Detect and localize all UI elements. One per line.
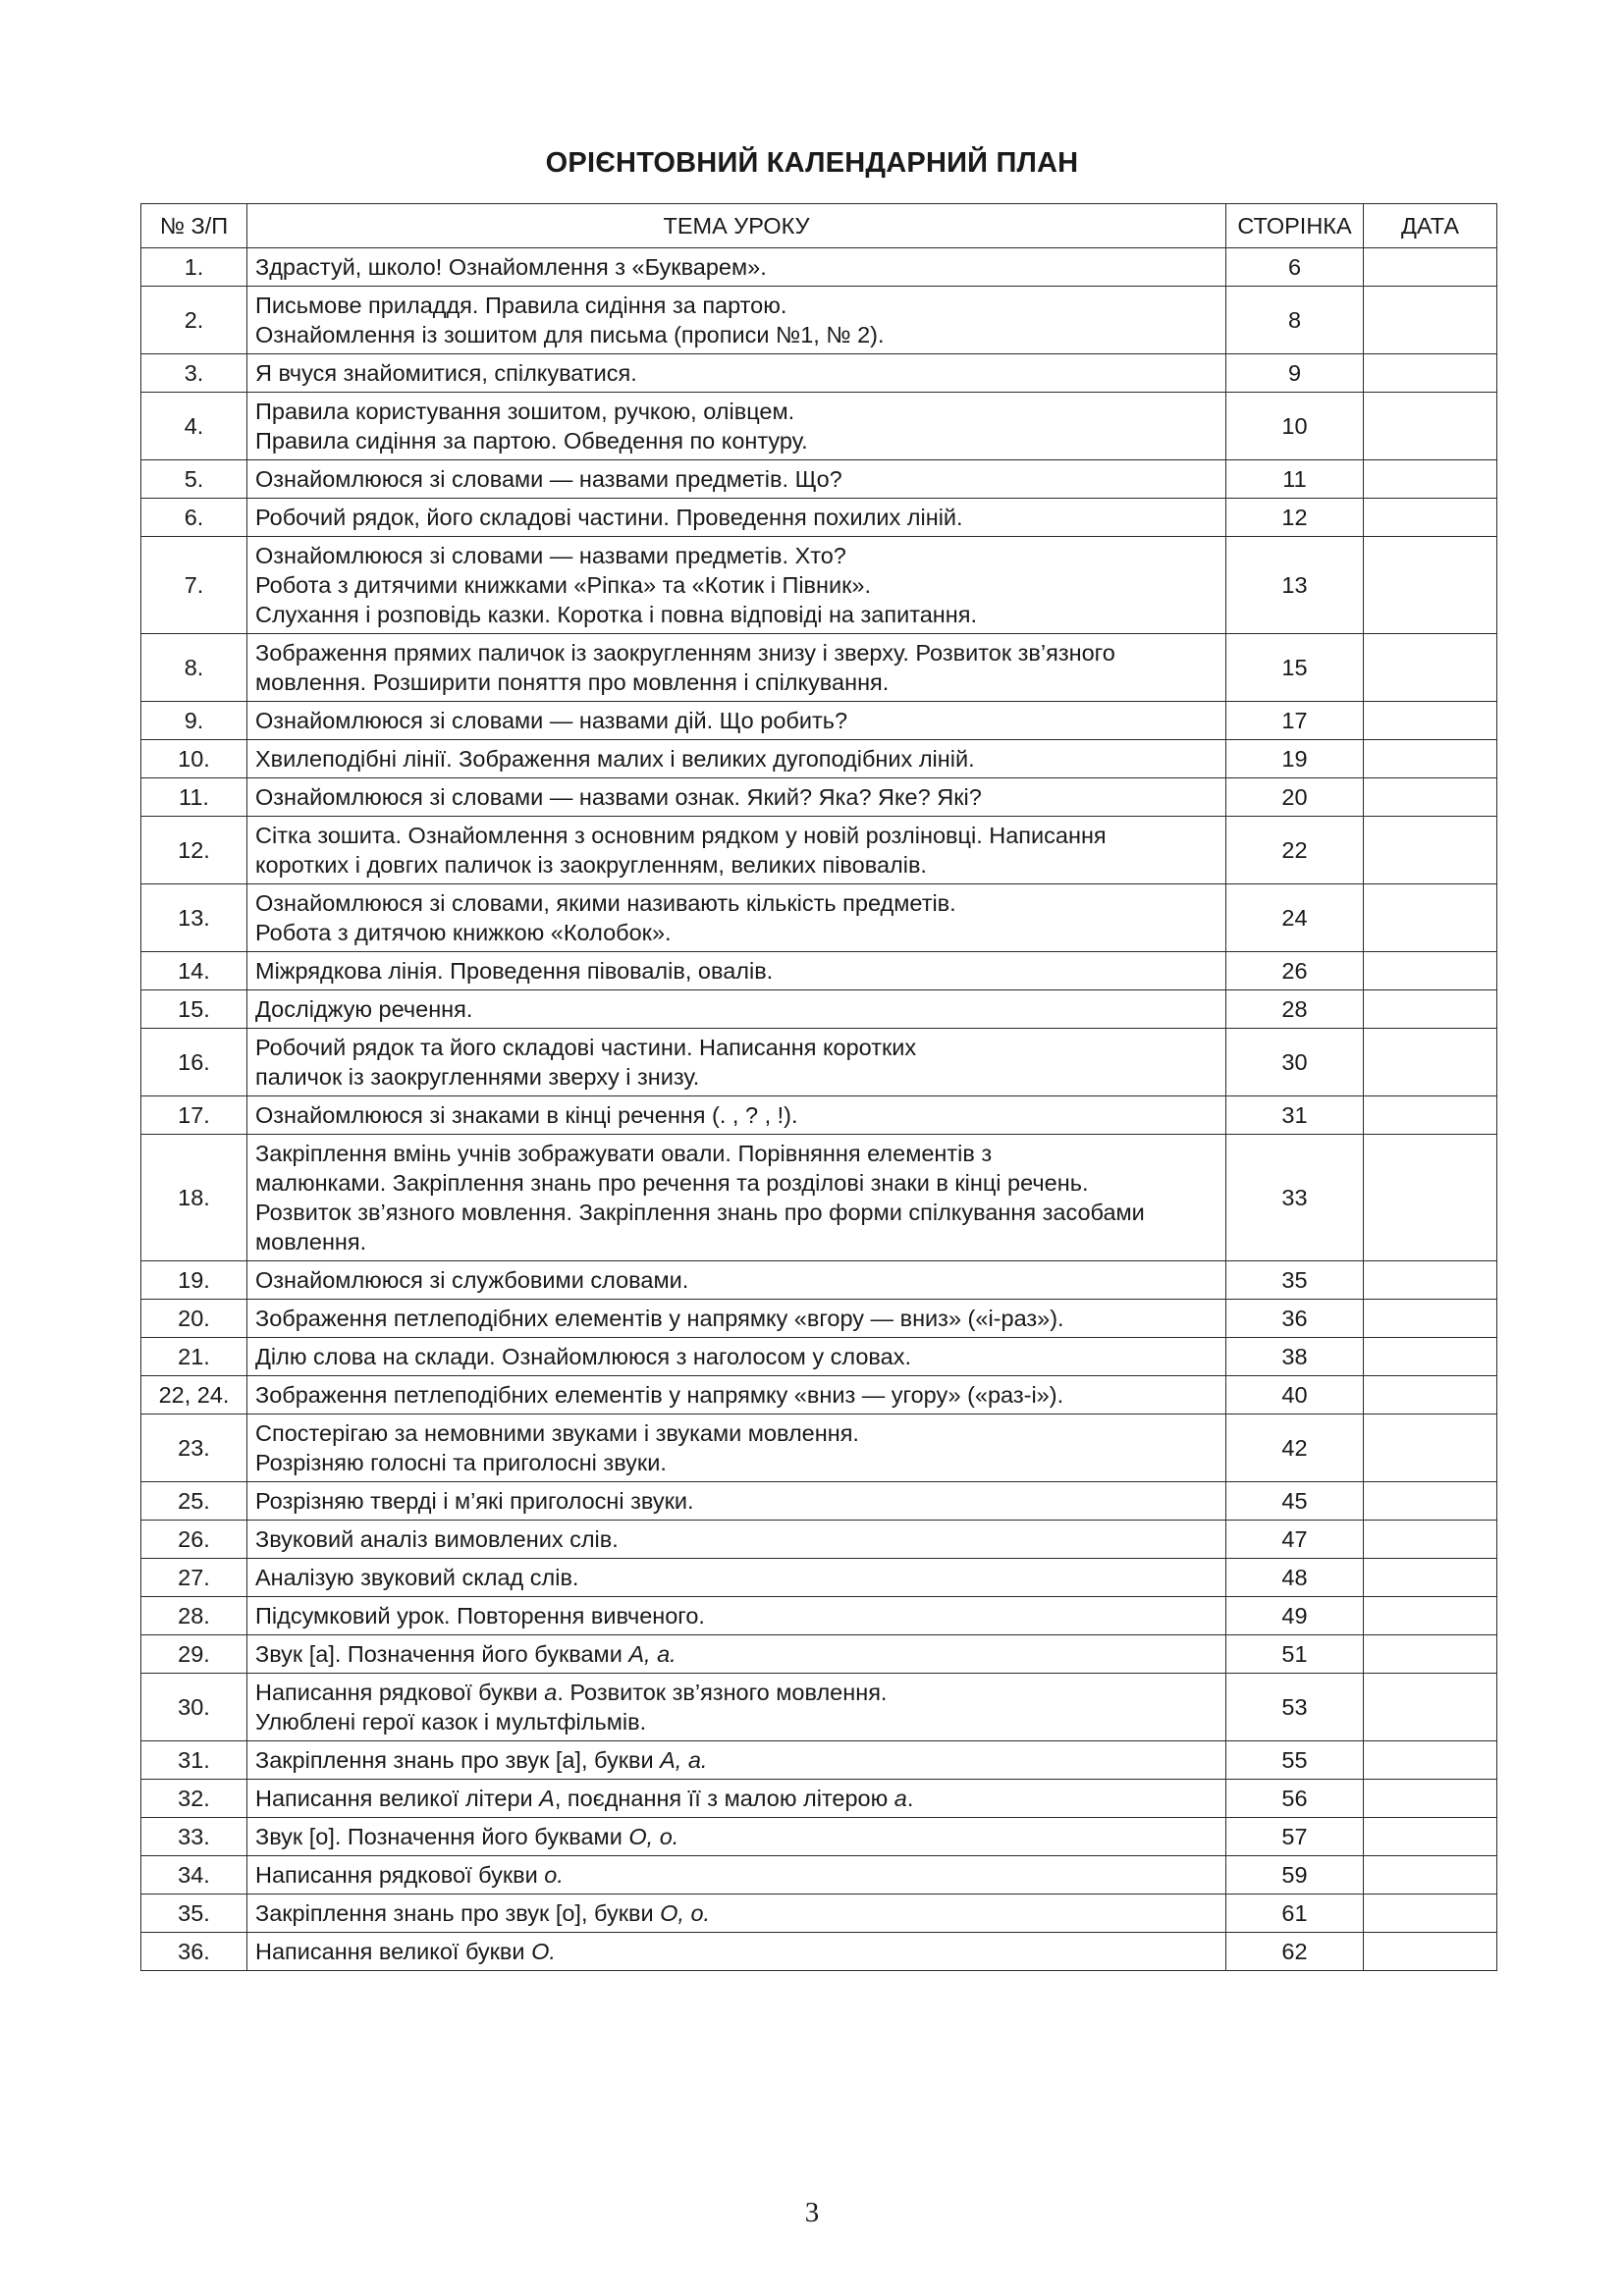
table-row	[141, 1856, 1497, 1895]
topic-line: Звук [о]. Позначення його буквами О, о.	[255, 1824, 679, 1849]
row-number: 32.	[141, 1780, 247, 1818]
row-date[interactable]	[1364, 1933, 1497, 1971]
topic-line: Письмове приладдя. Правила сидіння за партою.	[255, 293, 787, 318]
topic-line: Ознайомлююся зі словами — назвами дій. Що робить?	[255, 708, 848, 733]
row-number: 20.	[141, 1300, 247, 1338]
row-number: 6.	[141, 499, 247, 537]
topic-line: мовлення. Розширити поняття про мовлення і спілкування.	[255, 669, 890, 695]
topic-line: Робочий рядок та його складові частини. Написання коротких	[255, 1035, 917, 1060]
row-number: 7.	[141, 537, 247, 634]
row-page: 36	[1226, 1300, 1364, 1338]
row-date[interactable]	[1364, 1135, 1497, 1261]
row-page: 47	[1226, 1521, 1364, 1559]
row-number: 26.	[141, 1521, 247, 1559]
row-number: 18.	[141, 1135, 247, 1261]
row-date[interactable]	[1364, 1597, 1497, 1635]
row-page: 15	[1226, 634, 1364, 702]
row-page: 26	[1226, 952, 1364, 990]
row-page: 35	[1226, 1261, 1364, 1300]
row-page: 59	[1226, 1856, 1364, 1895]
row-topic	[247, 702, 1226, 740]
row-number: 31.	[141, 1741, 247, 1780]
row-number: 19.	[141, 1261, 247, 1300]
row-number: 14.	[141, 952, 247, 990]
row-topic	[247, 952, 1226, 990]
row-topic	[247, 1338, 1226, 1376]
row-topic	[247, 1674, 1226, 1741]
table-row	[141, 634, 1497, 702]
page-title: ОРІЄНТОВНИЙ КАЛЕНДАРНИЙ ПЛАН	[545, 147, 1079, 179]
table-row	[141, 740, 1497, 778]
table-row	[141, 1933, 1497, 1971]
row-date[interactable]	[1364, 1895, 1497, 1933]
row-date[interactable]	[1364, 952, 1497, 990]
row-number: 23.	[141, 1415, 247, 1482]
row-number: 16.	[141, 1029, 247, 1096]
row-page: 28	[1226, 990, 1364, 1029]
row-number: 29.	[141, 1635, 247, 1674]
table-header-row	[141, 204, 1497, 248]
topic-line: коротких і довгих паличок із заокругленням, великих півовалів.	[255, 852, 927, 878]
row-page: 9	[1226, 354, 1364, 393]
row-number: 3.	[141, 354, 247, 393]
row-topic	[247, 354, 1226, 393]
topic-line: Хвилеподібні лінії. Зображення малих і великих дугоподібних ліній.	[255, 746, 975, 772]
table-row	[141, 1482, 1497, 1521]
topic-line: Звуковий аналіз вимовлених слів.	[255, 1526, 619, 1552]
topic-line: Робота з дитячою книжкою «Колобок».	[255, 920, 672, 945]
row-number: 1.	[141, 248, 247, 287]
table-row	[141, 778, 1497, 817]
row-number: 33.	[141, 1818, 247, 1856]
row-page: 56	[1226, 1780, 1364, 1818]
topic-line: Ознайомлення із зошитом для письма (прописи №1, № 2).	[255, 322, 885, 347]
row-topic	[247, 1376, 1226, 1415]
row-date[interactable]	[1364, 1376, 1497, 1415]
row-page: 8	[1226, 287, 1364, 354]
table-row	[141, 1029, 1497, 1096]
table-row	[141, 354, 1497, 393]
row-topic	[247, 1856, 1226, 1895]
table-body	[141, 248, 1497, 1971]
row-number: 10.	[141, 740, 247, 778]
table-row	[141, 1415, 1497, 1482]
row-page: 24	[1226, 884, 1364, 952]
row-page: 45	[1226, 1482, 1364, 1521]
row-page: 33	[1226, 1135, 1364, 1261]
row-topic	[247, 1559, 1226, 1597]
topic-line: Правила користування зошитом, ручкою, олівцем.	[255, 399, 795, 424]
row-date[interactable]	[1364, 1261, 1497, 1300]
topic-line: Розвиток зв’язного мовлення. Закріплення знань про форми спілкування засобами	[255, 1200, 1145, 1225]
page-number: 3	[804, 2197, 820, 2228]
row-page: 42	[1226, 1415, 1364, 1482]
row-date[interactable]	[1364, 1674, 1497, 1741]
row-date[interactable]	[1364, 460, 1497, 499]
row-page: 11	[1226, 460, 1364, 499]
calendar-plan-table	[140, 203, 1497, 1971]
row-date[interactable]	[1364, 817, 1497, 884]
table-row	[141, 287, 1497, 354]
topic-line: мовлення.	[255, 1229, 367, 1255]
row-number: 35.	[141, 1895, 247, 1933]
topic-line: Сітка зошита. Ознайомлення з основним рядком у новій розліновці. Написання	[255, 823, 1107, 848]
topic-line: Закріплення вмінь учнів зображувати овали. Порівняння елементів з	[255, 1141, 993, 1166]
topic-line: Улюблені герої казок і мультфільмів.	[255, 1709, 647, 1735]
row-date[interactable]	[1364, 537, 1497, 634]
topic-line: Звук [а]. Позначення його буквами А, а.	[255, 1641, 677, 1667]
row-page: 20	[1226, 778, 1364, 817]
table-row	[141, 1818, 1497, 1856]
table-row	[141, 1674, 1497, 1741]
header-num: № З/П	[141, 204, 247, 248]
row-date[interactable]	[1364, 393, 1497, 460]
row-number: 5.	[141, 460, 247, 499]
topic-line: Зображення петлеподібних елементів у напрямку «вниз — угору» («раз-і»).	[255, 1382, 1064, 1408]
row-number: 17.	[141, 1096, 247, 1135]
row-date[interactable]	[1364, 1096, 1497, 1135]
table-row	[141, 990, 1497, 1029]
row-topic	[247, 287, 1226, 354]
topic-line: Написання рядкової букви а. Розвиток зв’язного мовлення.	[255, 1680, 888, 1705]
table-row	[141, 1895, 1497, 1933]
row-page: 51	[1226, 1635, 1364, 1674]
topic-line: Міжрядкова лінія. Проведення півовалів, овалів.	[255, 958, 774, 984]
row-page: 6	[1226, 248, 1364, 287]
row-date[interactable]	[1364, 248, 1497, 287]
row-date[interactable]	[1364, 778, 1497, 817]
topic-line: Написання рядкової букви о.	[255, 1862, 564, 1888]
row-topic	[247, 1415, 1226, 1482]
row-topic	[247, 634, 1226, 702]
row-date[interactable]	[1364, 702, 1497, 740]
table-row	[141, 499, 1497, 537]
row-topic	[247, 1933, 1226, 1971]
row-page: 12	[1226, 499, 1364, 537]
row-topic	[247, 1741, 1226, 1780]
table-row	[141, 1300, 1497, 1338]
row-date[interactable]	[1364, 634, 1497, 702]
row-topic	[247, 778, 1226, 817]
row-topic	[247, 1635, 1226, 1674]
topic-line: Розрізняю голосні та приголосні звуки.	[255, 1450, 667, 1475]
row-topic	[247, 499, 1226, 537]
row-date[interactable]	[1364, 1482, 1497, 1521]
table-row	[141, 702, 1497, 740]
row-topic	[247, 990, 1226, 1029]
row-number: 21.	[141, 1338, 247, 1376]
topic-line: Ознайомлююся зі словами, якими називають кількість предметів.	[255, 890, 956, 916]
row-topic	[247, 1780, 1226, 1818]
row-topic	[247, 817, 1226, 884]
row-page: 17	[1226, 702, 1364, 740]
row-topic	[247, 393, 1226, 460]
header-topic: ТЕМА УРОКУ	[247, 204, 1226, 248]
topic-line: Робота з дитячими книжками «Ріпка» та «Котик і Півник».	[255, 572, 872, 598]
table-row	[141, 884, 1497, 952]
row-date[interactable]	[1364, 1415, 1497, 1482]
row-page: 61	[1226, 1895, 1364, 1933]
row-number: 15.	[141, 990, 247, 1029]
topic-line: Аналізую звуковий склад слів.	[255, 1565, 579, 1590]
row-number: 11.	[141, 778, 247, 817]
row-date[interactable]	[1364, 740, 1497, 778]
row-page: 57	[1226, 1818, 1364, 1856]
table-row	[141, 393, 1497, 460]
row-date[interactable]	[1364, 499, 1497, 537]
row-page: 53	[1226, 1674, 1364, 1741]
header-page: СТОРІНКА	[1226, 204, 1364, 248]
row-number: 9.	[141, 702, 247, 740]
row-page: 10	[1226, 393, 1364, 460]
topic-line: Ознайомлююся зі знаками в кінці речення (. , ? , !).	[255, 1102, 798, 1128]
row-topic	[247, 884, 1226, 952]
topic-line: Ознайомлююся зі словами — назвами предметів. Що?	[255, 466, 842, 492]
row-topic	[247, 1482, 1226, 1521]
row-number: 25.	[141, 1482, 247, 1521]
topic-line: малюнками. Закріплення знань про речення та розділові знаки в кінці речень.	[255, 1170, 1089, 1196]
row-date[interactable]	[1364, 990, 1497, 1029]
row-page: 49	[1226, 1597, 1364, 1635]
topic-line: Робочий рядок, його складові частини. Проведення похилих ліній.	[255, 505, 963, 530]
topic-line: Ділю слова на склади. Ознайомлююся з наголосом у словах.	[255, 1344, 912, 1369]
row-date[interactable]	[1364, 1741, 1497, 1780]
row-number: 8.	[141, 634, 247, 702]
table-row	[141, 1597, 1497, 1635]
row-date[interactable]	[1364, 1856, 1497, 1895]
header-date: ДАТА	[1364, 204, 1497, 248]
row-topic	[247, 1029, 1226, 1096]
table-row	[141, 1780, 1497, 1818]
row-number: 28.	[141, 1597, 247, 1635]
topic-line: Розрізняю тверді і м’які приголосні звуки.	[255, 1488, 694, 1514]
row-date[interactable]	[1364, 1818, 1497, 1856]
topic-line: Здрастуй, школо! Ознайомлення з «Букварем».	[255, 254, 767, 280]
topic-line: паличок із заокругленнями зверху і знизу.	[255, 1064, 700, 1090]
topic-line: Написання великої букви О.	[255, 1939, 556, 1964]
row-topic	[247, 460, 1226, 499]
row-number: 4.	[141, 393, 247, 460]
row-number: 12.	[141, 817, 247, 884]
topic-line: Зображення прямих паличок із заокругленням знизу і зверху. Розвиток зв’язного	[255, 640, 1115, 666]
row-topic	[247, 1135, 1226, 1261]
topic-line: Я вчуся знайомитися, спілкуватися.	[255, 360, 637, 386]
row-topic	[247, 1818, 1226, 1856]
table-row	[141, 460, 1497, 499]
table-row	[141, 1096, 1497, 1135]
table-row	[141, 1741, 1497, 1780]
row-page: 48	[1226, 1559, 1364, 1597]
row-page: 40	[1226, 1376, 1364, 1415]
row-topic	[247, 248, 1226, 287]
topic-line: Правила сидіння за партою. Обведення по контуру.	[255, 428, 808, 454]
row-topic	[247, 1300, 1226, 1338]
row-page: 62	[1226, 1933, 1364, 1971]
topic-line: Зображення петлеподібних елементів у напрямку «вгору — вниз» («і-раз»).	[255, 1306, 1064, 1331]
row-number: 34.	[141, 1856, 247, 1895]
table-row	[141, 537, 1497, 634]
row-number: 30.	[141, 1674, 247, 1741]
topic-line: Закріплення знань про звук [о], букви О, о.	[255, 1900, 711, 1926]
row-date[interactable]	[1364, 1300, 1497, 1338]
row-date[interactable]	[1364, 1780, 1497, 1818]
row-number: 27.	[141, 1559, 247, 1597]
row-date[interactable]	[1364, 287, 1497, 354]
table-row	[141, 248, 1497, 287]
row-date[interactable]	[1364, 354, 1497, 393]
table-row	[141, 1521, 1497, 1559]
row-number: 36.	[141, 1933, 247, 1971]
topic-line: Підсумковий урок. Повторення вивченого.	[255, 1603, 705, 1629]
topic-line: Написання великої літери А, поєднання її з малою літерою а.	[255, 1786, 914, 1811]
row-topic	[247, 1895, 1226, 1933]
row-page: 13	[1226, 537, 1364, 634]
table-row	[141, 952, 1497, 990]
row-page: 19	[1226, 740, 1364, 778]
row-topic	[247, 740, 1226, 778]
row-topic	[247, 1261, 1226, 1300]
row-topic	[247, 537, 1226, 634]
row-date[interactable]	[1364, 1521, 1497, 1559]
topic-line: Спостерігаю за немовними звуками і звуками мовлення.	[255, 1420, 859, 1446]
table-row	[141, 817, 1497, 884]
row-topic	[247, 1521, 1226, 1559]
row-number: 22, 24.	[141, 1376, 247, 1415]
row-page: 55	[1226, 1741, 1364, 1780]
topic-line: Досліджую речення.	[255, 996, 473, 1022]
row-date[interactable]	[1364, 1338, 1497, 1376]
row-topic	[247, 1096, 1226, 1135]
row-number: 2.	[141, 287, 247, 354]
table-row	[141, 1338, 1497, 1376]
table-row	[141, 1635, 1497, 1674]
row-page: 31	[1226, 1096, 1364, 1135]
topic-line: Ознайомлююся зі службовими словами.	[255, 1267, 689, 1293]
row-page: 22	[1226, 817, 1364, 884]
topic-line: Ознайомлююся зі словами — назвами предметів. Хто?	[255, 543, 846, 568]
row-date[interactable]	[1364, 1029, 1497, 1096]
row-number: 13.	[141, 884, 247, 952]
topic-line: Слухання і розповідь казки. Коротка і повна відповіді на запитання.	[255, 602, 978, 627]
row-date[interactable]	[1364, 884, 1497, 952]
table-row	[141, 1261, 1497, 1300]
topic-line: Закріплення знань про звук [а], букви А, а.	[255, 1747, 708, 1773]
table-row	[141, 1135, 1497, 1261]
table-row	[141, 1376, 1497, 1415]
row-page: 30	[1226, 1029, 1364, 1096]
row-page: 38	[1226, 1338, 1364, 1376]
row-date[interactable]	[1364, 1559, 1497, 1597]
row-topic	[247, 1597, 1226, 1635]
topic-line: Ознайомлююся зі словами — назвами ознак. Який? Яка? Яке? Які?	[255, 784, 982, 810]
row-date[interactable]	[1364, 1635, 1497, 1674]
table-row	[141, 1559, 1497, 1597]
